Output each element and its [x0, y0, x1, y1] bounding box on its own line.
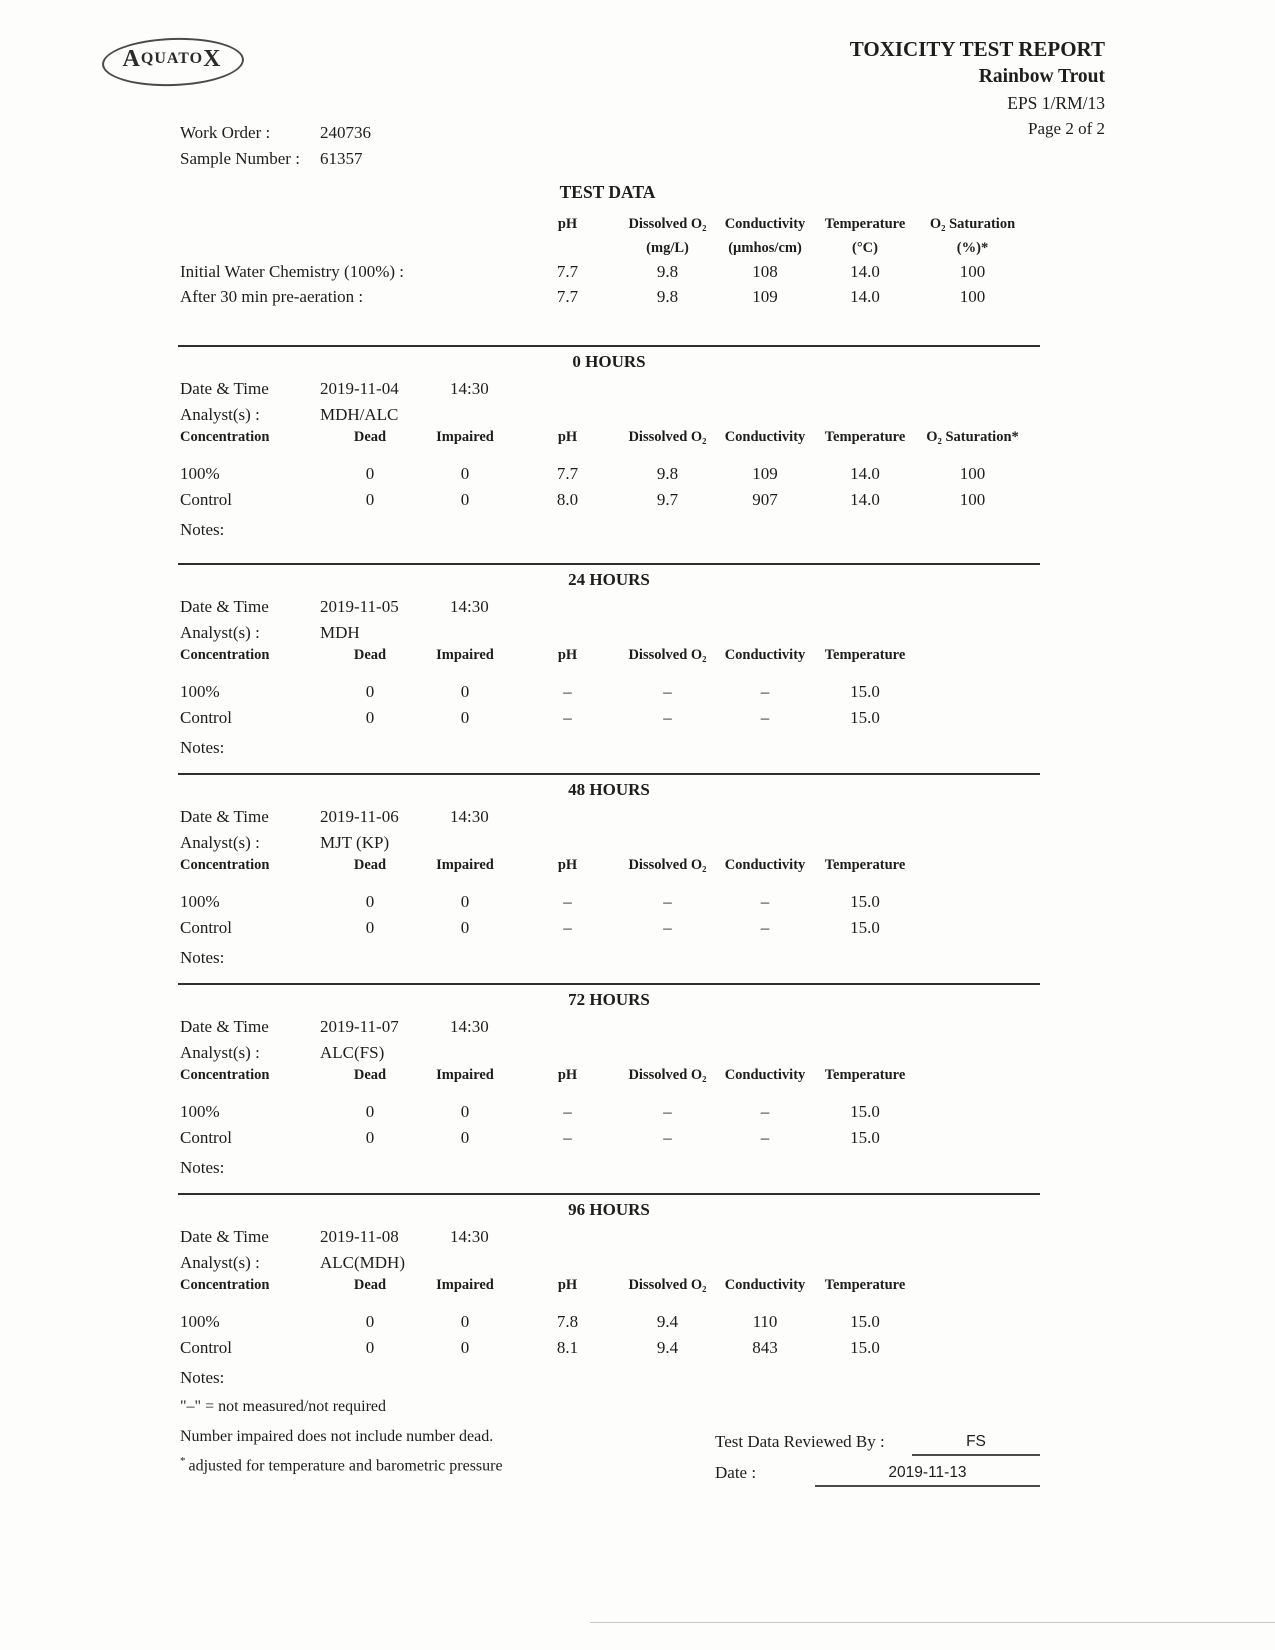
col-ph: pH [557, 216, 578, 232]
value: 0 [365, 464, 375, 483]
time-value: 14:30 [450, 1227, 489, 1246]
date-time-label: Date & Time [180, 379, 269, 398]
date-value: 2019-11-04 [320, 379, 399, 398]
analyst-row [180, 1043, 450, 1063]
value: 15.0 [850, 1338, 880, 1357]
value: 0 [365, 1312, 375, 1331]
analyst-row [180, 623, 450, 643]
value: 8.1 [556, 1338, 579, 1357]
value: 15.0 [850, 892, 880, 911]
col-ph: pH [557, 1277, 578, 1293]
value: – [563, 682, 572, 701]
value: 0 [460, 490, 470, 509]
date-time-label: Date & Time [180, 597, 269, 616]
value: 0 [460, 918, 470, 937]
value: 0 [365, 708, 375, 727]
value: 15.0 [850, 1102, 880, 1121]
unit-conductivity: (µmhos/cm) [728, 240, 802, 256]
col-conductivity: Conductivity [724, 429, 806, 445]
reviewed-by-label: Test Data Reviewed By : [715, 1432, 885, 1451]
page-number: Page 2 of 2 [1028, 119, 1105, 138]
unit-temperature: (°C) [852, 240, 878, 256]
value: 0 [460, 1312, 470, 1331]
time-value: 14:30 [450, 1017, 489, 1036]
table-row [180, 464, 1035, 484]
value: 14.0 [850, 464, 880, 483]
col-concentration: Concentration [180, 647, 270, 663]
value: 0 [460, 1128, 470, 1147]
col-o2-saturation: O₂ Saturation [929, 216, 1016, 232]
analyst-label: Analyst(s) : [180, 405, 260, 424]
adjusted-footnote: * adjusted for temperature and barometric pressure [180, 1455, 503, 1475]
value: 0 [365, 918, 375, 937]
analyst-row [180, 833, 450, 853]
value: – [760, 918, 770, 937]
col-temperature: Temperature [824, 216, 906, 232]
col-dissolved-o2: Dissolved O₂ [628, 647, 707, 663]
value: – [663, 682, 672, 701]
value: 9.8 [656, 262, 679, 281]
time-value: 14:30 [450, 379, 489, 398]
table-row [180, 708, 1035, 728]
col-conductivity: Conductivity [724, 1067, 806, 1083]
table-row [180, 918, 1035, 938]
table-row [180, 892, 1035, 912]
value: 14.0 [850, 262, 880, 281]
value: 7.8 [556, 1312, 579, 1331]
review-date-label: Date : [715, 1463, 757, 1482]
row-label: 100% [180, 892, 220, 911]
sample-number-value: 61357 [320, 149, 363, 168]
date-value: 2019-11-07 [320, 1017, 399, 1036]
value: 15.0 [850, 918, 880, 937]
value: 7.7 [556, 464, 579, 483]
value: 0 [365, 682, 375, 701]
col-dead: Dead [353, 647, 387, 663]
section-96-hours [178, 1193, 1040, 1403]
row-label: 100% [180, 1312, 220, 1331]
time-value: 14:30 [450, 597, 489, 616]
test-data-header-row [180, 216, 1035, 233]
col-dead: Dead [353, 429, 387, 445]
col-dead: Dead [353, 1277, 387, 1293]
value: 100 [959, 490, 986, 509]
test-data-units-row [180, 240, 1035, 257]
col-impaired: Impaired [436, 857, 494, 873]
col-conductivity: Conductivity [724, 216, 806, 232]
analyst-value: ALC(FS) [320, 1043, 385, 1062]
report-method: EPS 1/RM/13 [1007, 93, 1105, 113]
col-temperature: Temperature [824, 857, 906, 873]
pre-aeration-row [180, 287, 1035, 307]
section-title: 48 HOURS [568, 780, 650, 799]
row-label: Control [180, 1338, 232, 1357]
dash-footnote: "–" = not measured/not required [180, 1398, 387, 1415]
value: 109 [752, 464, 778, 483]
report-species: Rainbow Trout [978, 66, 1105, 87]
date-time-label: Date & Time [180, 1017, 269, 1036]
value: – [760, 892, 770, 911]
analyst-row [180, 405, 450, 425]
column-header-row [180, 1067, 1035, 1084]
value: 0 [460, 464, 470, 483]
value: 0 [365, 892, 375, 911]
value: – [563, 708, 572, 727]
value: 100 [959, 464, 986, 483]
unit-o2-saturation: (%)* [956, 240, 989, 256]
value: – [760, 1128, 770, 1147]
date-value: 2019-11-05 [320, 597, 399, 616]
value: – [663, 918, 672, 937]
date-time-row [180, 1227, 489, 1247]
sample-number-label: Sample Number : [180, 149, 300, 168]
value: 0 [365, 490, 375, 509]
row-label: 100% [180, 464, 220, 483]
value: 9.4 [656, 1312, 679, 1331]
value: 15.0 [850, 1312, 880, 1331]
analyst-row [180, 1253, 450, 1273]
value: 100 [959, 262, 986, 281]
col-conductivity: Conductivity [724, 647, 806, 663]
analyst-value: MDH [320, 623, 360, 642]
value: – [663, 892, 672, 911]
col-concentration: Concentration [180, 1067, 270, 1083]
value: 14.0 [850, 490, 880, 509]
value: 9.8 [656, 287, 679, 306]
col-o2-saturation: O₂ Saturation* [926, 429, 1019, 445]
value: 0 [460, 682, 470, 701]
value: 0 [365, 1102, 375, 1121]
time-value: 14:30 [450, 807, 489, 826]
notes-label: Notes: [180, 948, 225, 967]
col-dead: Dead [353, 857, 387, 873]
col-concentration: Concentration [180, 1277, 270, 1293]
report-header [850, 36, 1105, 141]
col-ph: pH [557, 429, 578, 445]
value: 9.7 [656, 490, 679, 509]
analyst-label: Analyst(s) : [180, 623, 260, 642]
section-48-hours [178, 773, 1040, 983]
section-title: 96 HOURS [568, 1200, 650, 1219]
value: – [663, 1102, 672, 1121]
value: 0 [460, 1338, 470, 1357]
value: 0 [460, 1102, 470, 1121]
value: 100 [959, 287, 986, 306]
col-conductivity: Conductivity [724, 857, 806, 873]
report-title: TOXICITY TEST REPORT [849, 37, 1105, 61]
section-24-hours [178, 563, 1040, 773]
col-temperature: Temperature [824, 1067, 906, 1083]
row-label: Control [180, 918, 232, 937]
col-dissolved-o2: Dissolved O₂ [628, 1277, 707, 1293]
table-row [180, 1128, 1035, 1148]
row-label: 100% [180, 682, 220, 701]
row-label: Control [180, 1128, 232, 1147]
date-time-label: Date & Time [180, 807, 269, 826]
work-order-block [180, 120, 371, 172]
col-temperature: Temperature [824, 647, 906, 663]
table-row [180, 1102, 1035, 1122]
value: – [663, 1128, 672, 1147]
row-label: Control [180, 708, 232, 727]
column-header-row [180, 857, 1035, 874]
test-data-title: TEST DATA [559, 182, 656, 202]
value: – [663, 708, 672, 727]
section-72-hours [178, 983, 1040, 1193]
value: 9.8 [656, 464, 679, 483]
unit-dissolved-o2: (mg/L) [646, 240, 689, 256]
col-dissolved-o2: Dissolved O₂ [628, 429, 707, 445]
col-dissolved-o2: Dissolved O₂ [628, 216, 707, 232]
col-dead: Dead [353, 1067, 387, 1083]
value: – [760, 682, 770, 701]
value: 109 [752, 287, 778, 306]
value: 15.0 [850, 1128, 880, 1147]
value: 0 [460, 892, 470, 911]
col-concentration: Concentration [180, 429, 270, 445]
col-dissolved-o2: Dissolved O₂ [628, 1067, 707, 1083]
row-label: After 30 min pre-aeration : [180, 287, 364, 306]
table-row [180, 1312, 1035, 1332]
value: – [760, 708, 770, 727]
column-header-row [180, 647, 1035, 664]
work-order-label: Work Order : [180, 123, 271, 142]
value: 7.7 [556, 287, 579, 306]
value: – [563, 892, 572, 911]
value: – [760, 1102, 770, 1121]
notes-label: Notes: [180, 1158, 225, 1177]
col-impaired: Impaired [436, 1277, 494, 1293]
row-label: 100% [180, 1102, 220, 1121]
work-order-value: 240736 [320, 123, 371, 142]
scan-artifact-line [590, 1622, 1275, 1623]
date-value: 2019-11-08 [320, 1227, 399, 1246]
value: 843 [752, 1338, 778, 1357]
col-impaired: Impaired [436, 1067, 494, 1083]
table-row [180, 682, 1035, 702]
value: 0 [460, 708, 470, 727]
table-row [180, 490, 1035, 510]
section-title: 0 HOURS [572, 352, 646, 371]
col-temperature: Temperature [824, 429, 906, 445]
section-0-hours [178, 345, 1040, 555]
asterisk-mark: * [180, 1455, 186, 1467]
section-title: 24 HOURS [568, 570, 650, 589]
logo-text: A QUATO X [122, 45, 222, 72]
col-conductivity: Conductivity [724, 1277, 806, 1293]
notes-label: Notes: [180, 1368, 225, 1387]
date-time-label: Date & Time [180, 1227, 269, 1246]
date-time-row [180, 597, 489, 617]
table-row [180, 1338, 1035, 1358]
notes-label: Notes: [180, 520, 225, 539]
analyst-value: ALC(MDH) [320, 1253, 405, 1272]
value: 7.7 [556, 262, 579, 281]
column-header-row [180, 1277, 1035, 1294]
value: 907 [752, 490, 778, 509]
col-ph: pH [557, 1067, 578, 1083]
value: 15.0 [850, 708, 880, 727]
date-time-row [180, 807, 489, 827]
value: 8.0 [556, 490, 579, 509]
value: – [563, 918, 572, 937]
col-ph: pH [557, 857, 578, 873]
value: – [563, 1102, 572, 1121]
section-title: 72 HOURS [568, 990, 650, 1009]
analyst-label: Analyst(s) : [180, 833, 260, 852]
review-date-value: 2019-11-13 [815, 1464, 1040, 1487]
date-value: 2019-11-06 [320, 807, 399, 826]
date-time-row [180, 379, 489, 399]
analyst-value: MJT (KP) [320, 833, 390, 852]
reviewed-by-value: FS [912, 1433, 1040, 1456]
value: 14.0 [850, 287, 880, 306]
col-concentration: Concentration [180, 857, 270, 873]
analyst-label: Analyst(s) : [180, 1253, 260, 1272]
notes-label: Notes: [180, 738, 225, 757]
row-label: Control [180, 490, 232, 509]
col-impaired: Impaired [436, 647, 494, 663]
col-impaired: Impaired [436, 429, 494, 445]
impaired-footnote: Number impaired does not include number dead. [180, 1428, 494, 1445]
value: 15.0 [850, 682, 880, 701]
value: 108 [752, 262, 778, 281]
analyst-label: Analyst(s) : [180, 1043, 260, 1062]
col-temperature: Temperature [824, 1277, 906, 1293]
value: 0 [365, 1338, 375, 1357]
col-dissolved-o2: Dissolved O₂ [628, 857, 707, 873]
analyst-value: MDH/ALC [320, 405, 399, 424]
row-label: Initial Water Chemistry (100%) : [180, 262, 404, 281]
value: 110 [752, 1312, 778, 1331]
value: 9.4 [656, 1338, 679, 1357]
initial-chemistry-row [180, 262, 1035, 282]
value: 0 [365, 1128, 375, 1147]
aquatox-logo [98, 30, 246, 88]
date-time-row [180, 1017, 489, 1037]
column-header-row [180, 429, 1035, 446]
col-ph: pH [557, 647, 578, 663]
value: – [563, 1128, 572, 1147]
